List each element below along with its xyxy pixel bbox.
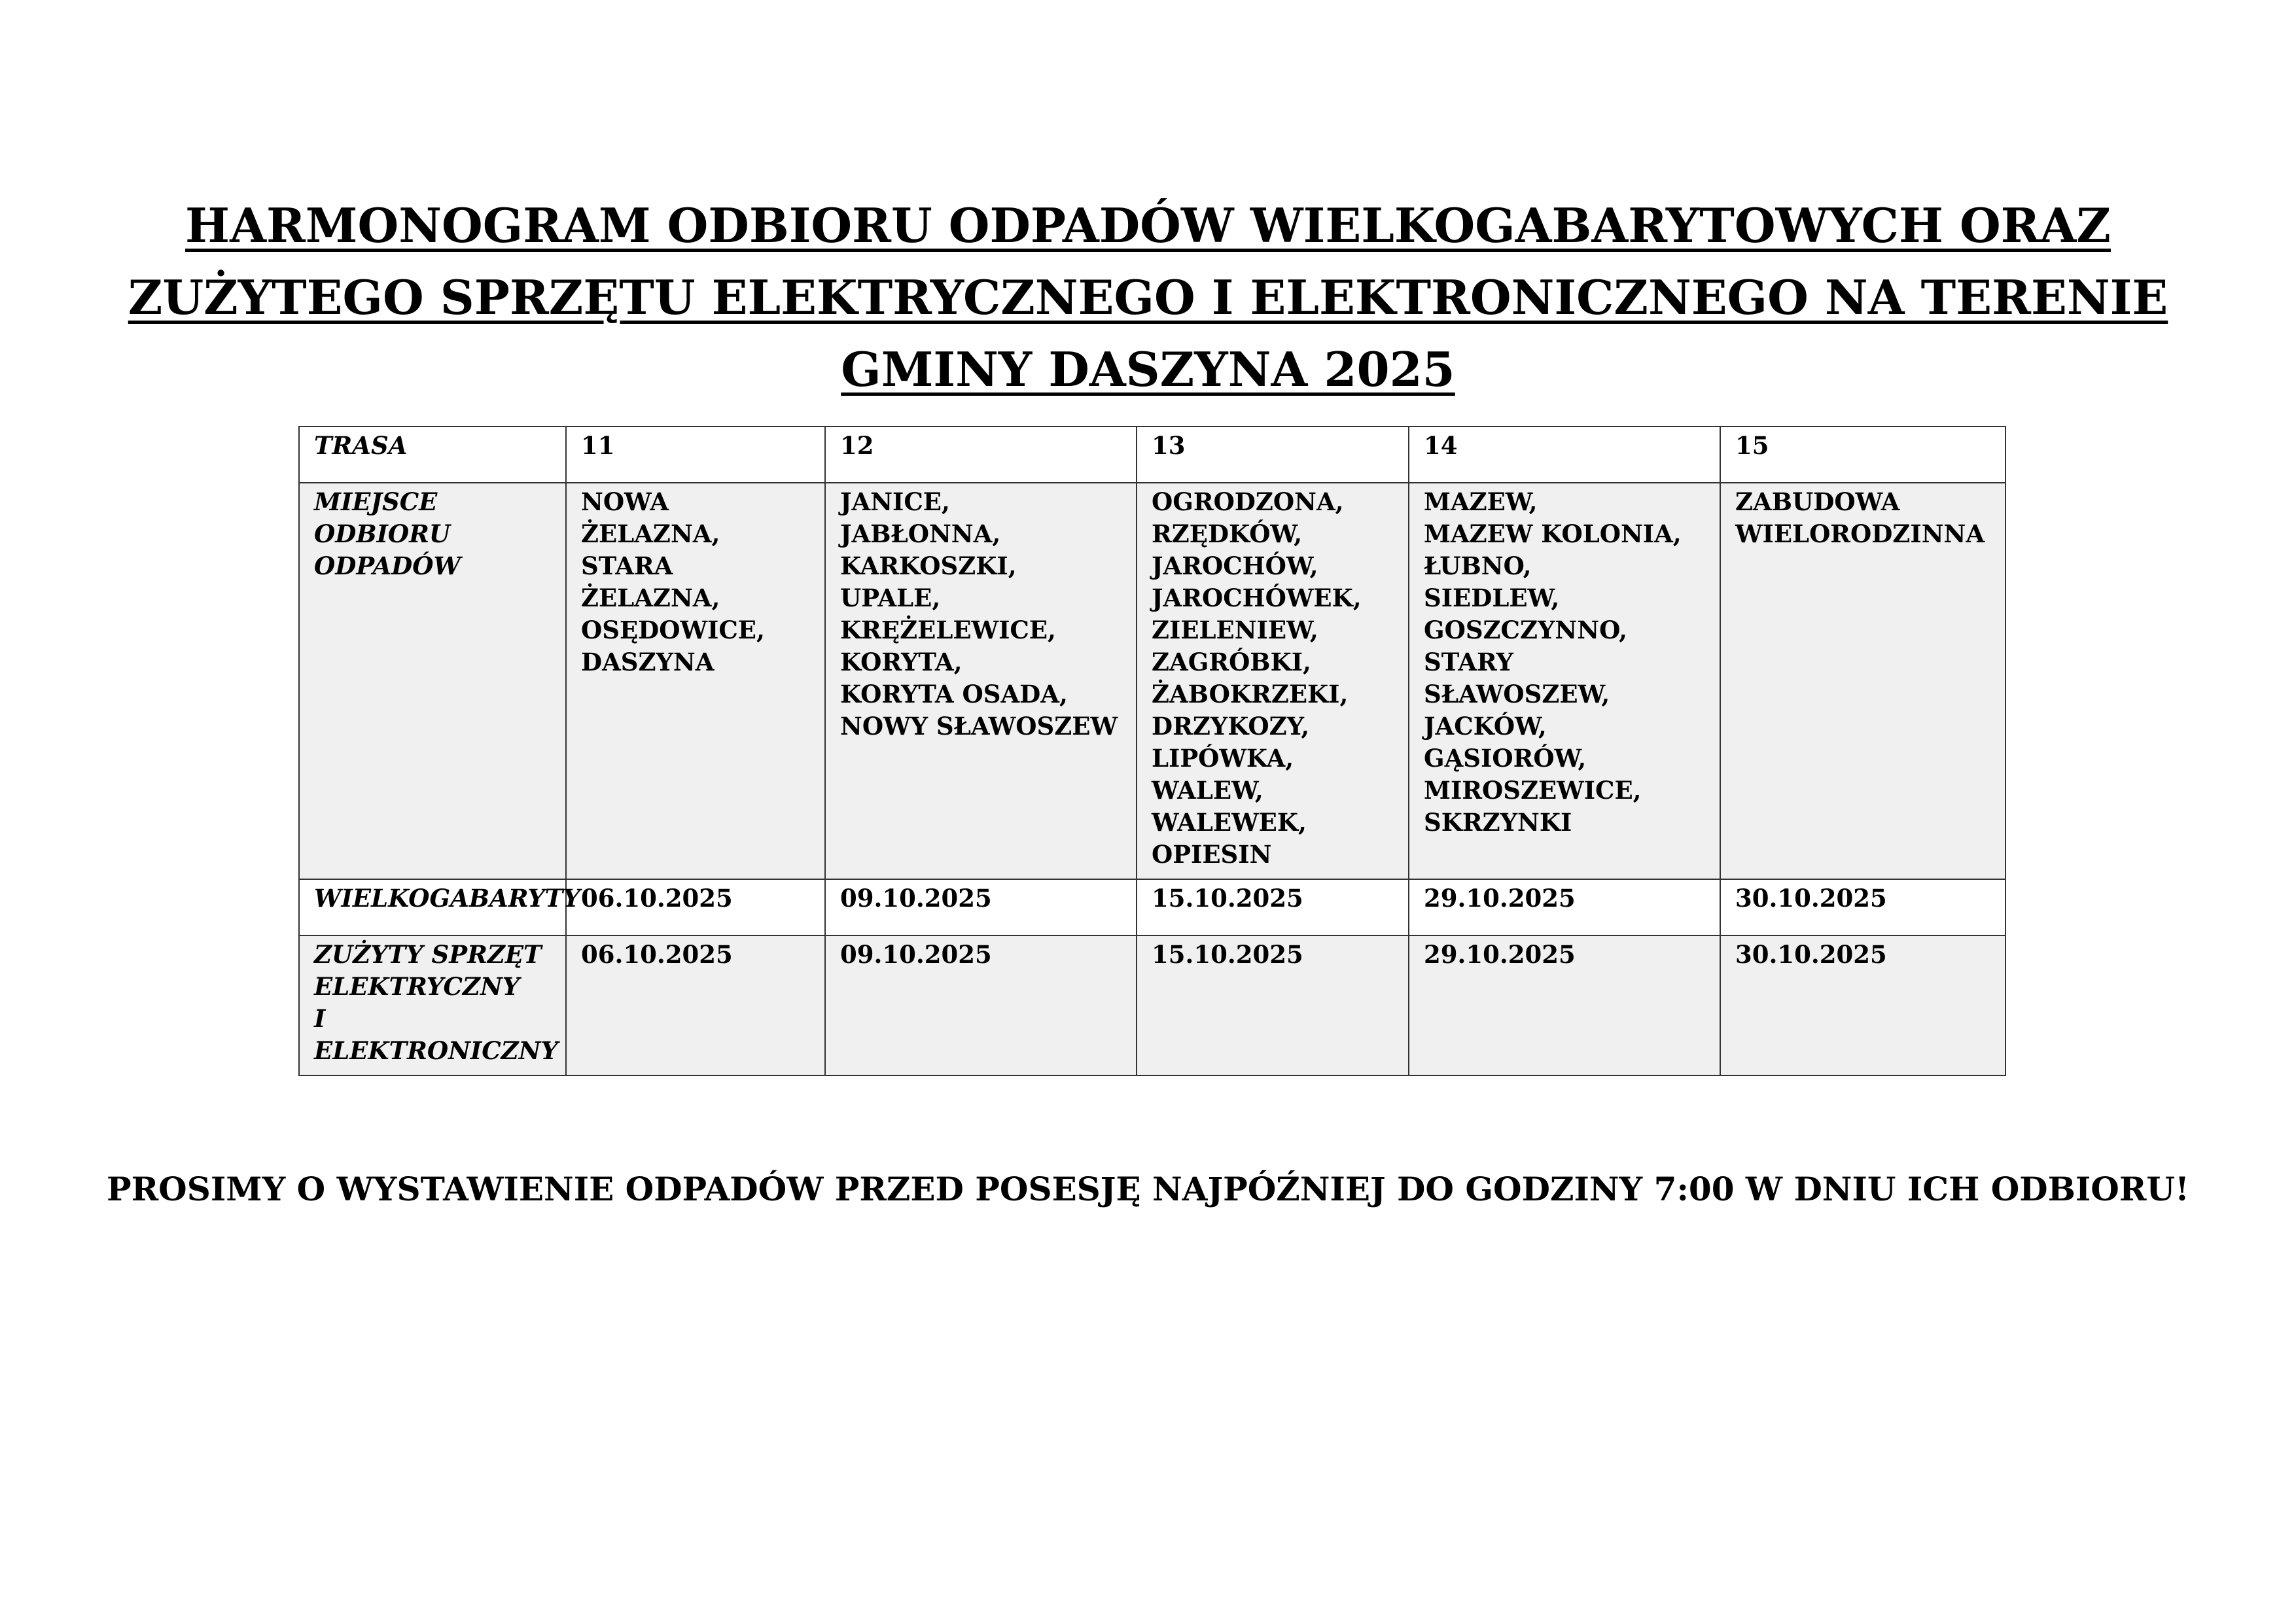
pickup-location-cell: JANICE, JABŁONNA, KARKOSZKI, UPALE, KRĘŻELEWICE, KORYTA, KORYTA OSADA, NOWY SŁAWOSZEW <box>825 483 1137 879</box>
bulky-waste-date: 06.10.2025 <box>566 879 825 935</box>
bulky-waste-date: 09.10.2025 <box>825 879 1137 935</box>
route-cell: 12 <box>825 427 1137 483</box>
pickup-location-row <box>299 483 2005 879</box>
route-cell: 13 <box>1137 427 1409 483</box>
pickup-notice: PROSIMY O WYSTAWIENIE ODPADÓW PRZED POSESJĘ NAJPÓŹNIEJ DO GODZINY 7:00 W DNIU ICH ODBIORU! <box>107 1170 2189 1208</box>
pickup-location-cell: OGRODZONA, RZĘDKÓW, JAROCHÓW, JAROCHÓWEK, ZIELENIEW, ZAGRÓBKI, ŻABOKRZEKI, DRZYKOZY, LIPÓWKA, WALEW, WALEWEK, OPIESIN <box>1137 483 1409 879</box>
pickup-location-cell: NOWA ŻELAZNA, STARA ŻELAZNA, OSĘDOWICE, DASZYNA <box>566 483 825 879</box>
electronics-waste-row <box>299 935 2005 1075</box>
electronics-waste-date: 30.10.2025 <box>1720 935 2005 1075</box>
bulky-waste-row <box>299 879 2005 935</box>
route-cell: 11 <box>566 427 825 483</box>
route-cell: 14 <box>1409 427 1720 483</box>
bulky-waste-date: 30.10.2025 <box>1720 879 2005 935</box>
pickup-location-cell: ZABUDOWA WIELORODZINNA <box>1720 483 2005 879</box>
electronics-waste-date: 15.10.2025 <box>1137 935 1409 1075</box>
route-label: TRASA <box>299 427 566 483</box>
route-row <box>299 427 2005 483</box>
electronics-waste-date: 09.10.2025 <box>825 935 1137 1075</box>
pickup-location-cell: MAZEW, MAZEW KOLONIA, ŁUBNO, SIEDLEW, GOSZCZYNNO, STARY SŁAWOSZEW, JACKÓW, GĄSIORÓW, MIROSZEWICE, SKRZYNKI <box>1409 483 1720 879</box>
bulky-waste-date: 29.10.2025 <box>1409 879 1720 935</box>
title-line-3: GMINY DASZYNA 2025 <box>841 341 1455 397</box>
route-cell: 15 <box>1720 427 2005 483</box>
bulky-waste-label: WIELKOGABARYTY <box>299 879 566 935</box>
title-line-2: ZUŻYTEGO SPRZĘTU ELEKTRYCZNEGO I ELEKTRONICZNEGO NA TERENIE <box>128 270 2168 325</box>
bulky-waste-date: 15.10.2025 <box>1137 879 1409 935</box>
document-title <box>0 190 2296 406</box>
schedule-table <box>298 426 2006 1076</box>
electronics-waste-label: ZUŻYTY SPRZĘT ELEKTRYCZNY I ELEKTRONICZNY <box>299 935 566 1075</box>
title-line-1: HARMONOGRAM ODBIORU ODPADÓW WIELKOGABARYTOWYCH ORAZ <box>185 198 2111 253</box>
electronics-waste-date: 06.10.2025 <box>566 935 825 1075</box>
electronics-waste-date: 29.10.2025 <box>1409 935 1720 1075</box>
pickup-location-label: MIEJSCE ODBIORU ODPADÓW <box>299 483 566 879</box>
